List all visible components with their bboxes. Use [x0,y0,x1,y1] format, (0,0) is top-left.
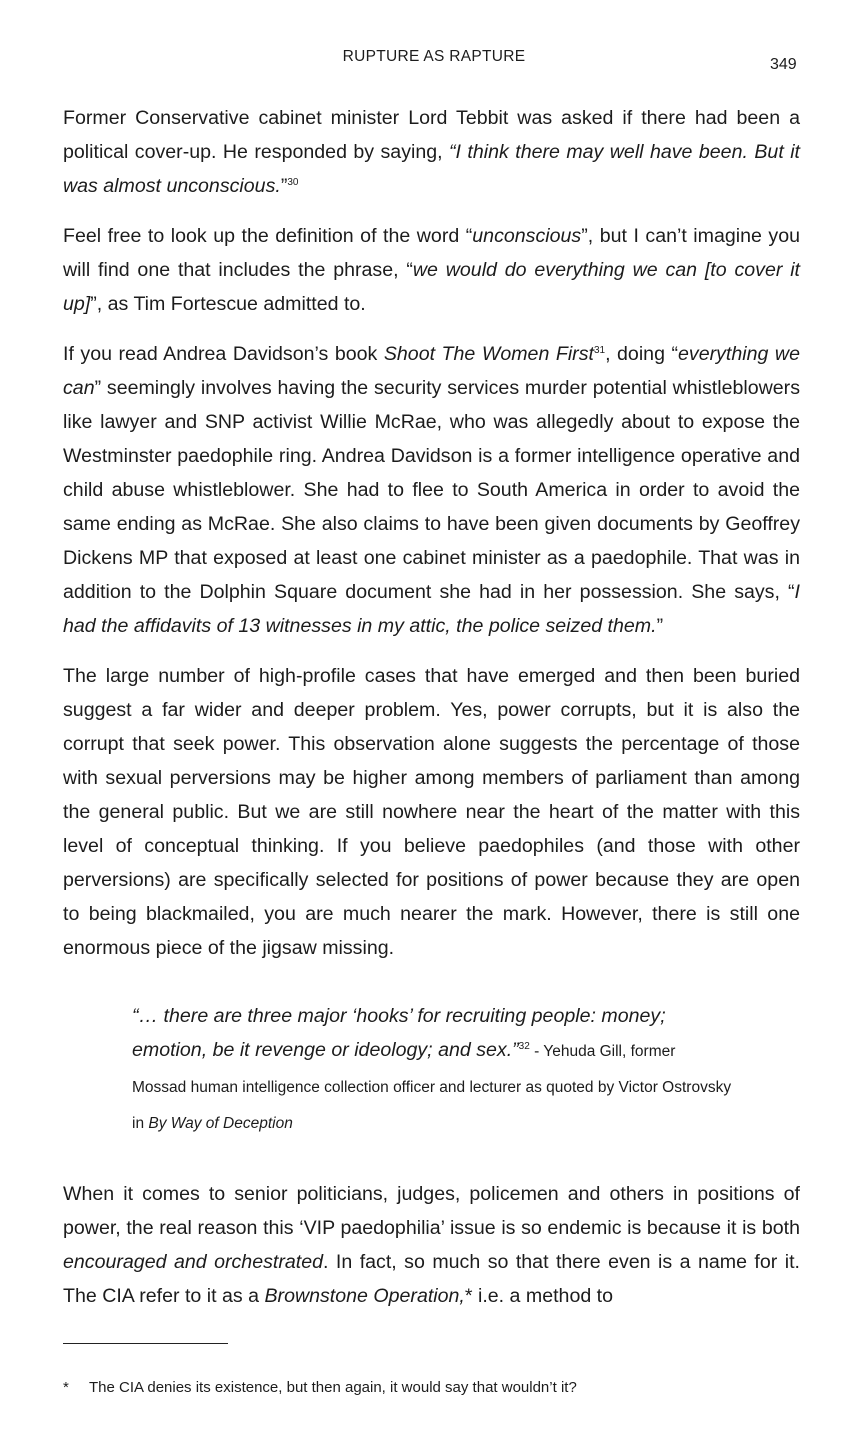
quote-text: “I think there may well have been. But it was almost unconscious. [63,141,800,197]
text: Former Conservative cabinet minister Lord Tebbit was asked if there had been a political cover-up. He responded by saying, [63,107,800,163]
text: ”, as Tim Fortescue admitted to. [90,293,366,315]
book-title: By Way of Deception [148,1115,293,1132]
footnote-ref: 31 [593,345,606,356]
paragraph-4: The large number of high-profile cases that have emerged and then been buried suggest a far wider and deeper problem. Yes, power corrupts, but it is also the corrupt that seek power. This observation alone suggests the percentage of those with sexual perversions may be higher among members of parliament than among the general public. But we are still nowhere near the heart of the matter with this level of conceptual thinking. If you believe paedophiles (and those with other perversions) are specifically selected for positions of power because they are open to being blackmailed, you are much nearer the mark. However, there is still one enormous piece of the jigsaw missing. [63,665,800,959]
quote-text: everything we can [63,343,800,399]
quote-text: “… there are three major ‘hooks’ for recruiting people: money; emotion, be it revenge or ideology; and sex.” [132,1005,666,1061]
footnote-text: The CIA denies its existence, but then again, it would say that wouldn’t it? [89,1379,577,1396]
emphasis: encouraged and orchestrated [63,1251,324,1273]
footnote-ref: 32 [518,1041,530,1052]
footnote-divider [63,1343,228,1344]
footnote-marker: * [464,1285,473,1307]
paragraph-5 [63,1177,800,1313]
text: ” [656,615,664,637]
quote-attribution: - Yehuda Gill, former Mossad human intelligence collection officer and lecturer as quoted by Victor Ostrovsky in [132,1043,732,1132]
block-quote [132,999,732,1141]
text: i.e. a method to [472,1285,614,1307]
footnote-marker: * [63,1379,69,1396]
emphasis: Brownstone Operation, [264,1285,465,1307]
text: , doing “ [605,343,679,365]
book-title: Shoot The Women First [383,343,594,365]
quote-text: we would do everything we can [to cover it up] [63,259,800,315]
text: When it comes to senior politicians, judges, policemen and others in positions of power, the real reason this ‘VIP paedophilia’ issue is so endemic is because it is both [63,1183,800,1239]
page-number: 349 [770,56,797,73]
body-text [63,101,800,1329]
text: If you read Andrea Davidson’s book [63,343,384,365]
footnote [63,1379,577,1396]
quote-text: unconscious [472,225,582,247]
text: ” [280,175,288,197]
text: ” seemingly involves having the security services murder potential whistleblowers like lawyer and SNP activist Willie McRae, who was allegedly about to expose the Westminster paedophile ring. Andrea Davidson is a former intelligence operative and child abuse whistleblower. She had to flee to South America in order to avoid the same ending as McRae. She also claims to have been given documents by Geoffrey Dickens MP that exposed at least one cabinet minister as a paedophile. That was in addition to the Dolphin Square document she had in her possession. She says, “ [63,377,800,603]
text: ”, but I can’t imagine you will find one that includes the phrase, “ [63,225,801,281]
running-head: RUPTURE AS RAPTURE [342,48,526,65]
paragraph-1 [63,101,800,203]
quote-text: I had the affidavits of 13 witnesses in my attic, the police seized them. [63,581,800,637]
text: . In fact, so much so that there even is a name for it. The CIA refer to it as a [63,1251,800,1307]
footnote-ref: 30 [287,177,299,188]
paragraph-2 [63,219,800,321]
paragraph-3 [63,337,800,643]
text: Feel free to look up the definition of the word “ [63,225,473,247]
